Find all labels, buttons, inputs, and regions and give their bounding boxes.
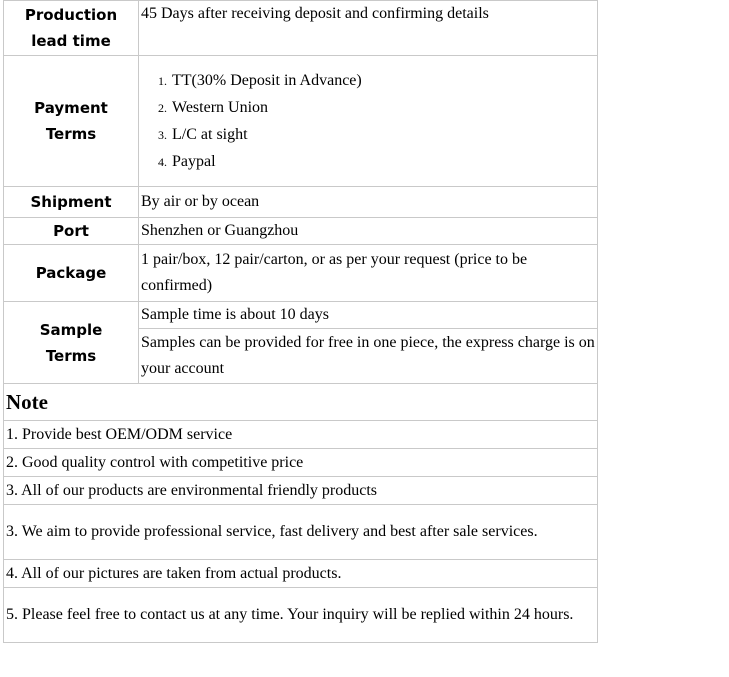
production-label-line-2: lead time — [31, 32, 111, 50]
port-row — [4, 218, 598, 245]
note-heading-row — [4, 384, 598, 421]
payment-method-item: 4. Paypal — [170, 148, 597, 175]
payment-method-item: 1. TT(30% Deposit in Advance) — [170, 67, 597, 94]
product-terms-table — [3, 0, 598, 643]
note-row — [4, 588, 598, 643]
note-row — [4, 477, 598, 505]
payment-label — [4, 56, 139, 187]
package-value: 1 pair/box, 12 pair/carton, or as per your request (price to be confirmed) — [139, 245, 598, 302]
note-heading: Note — [4, 384, 598, 421]
production-label-line-1: Production — [24, 6, 118, 24]
note-item: 2. Good quality control with competitive price — [4, 449, 598, 477]
sample-label — [4, 302, 139, 384]
note-row — [4, 505, 598, 560]
package-row — [4, 245, 598, 302]
note-item: 5. Please feel free to contact us at any time. Your inquiry will be replied within 24 hours. — [4, 588, 598, 643]
payment-method-item: 2. Western Union — [170, 94, 597, 121]
payment-row — [4, 56, 598, 187]
shipment-row — [4, 187, 598, 218]
port-label: Port — [4, 218, 139, 245]
shipment-value: By air or by ocean — [139, 187, 598, 218]
payment-value — [139, 56, 598, 187]
production-value: 45 Days after receiving deposit and confirming details — [139, 1, 598, 56]
payment-method-item: 3. L/C at sight — [170, 121, 597, 148]
port-value: Shenzhen or Guangzhou — [139, 218, 598, 245]
sample-row — [4, 302, 598, 329]
package-label: Package — [4, 245, 139, 302]
payment-label-line-2: Terms — [45, 125, 97, 143]
sample-label-line-1: Sample — [39, 320, 103, 339]
note-item: 1. Provide best OEM/ODM service — [4, 421, 598, 449]
production-row — [4, 1, 598, 56]
shipment-label: Shipment — [4, 187, 139, 218]
payment-label-line-1: Payment — [34, 99, 108, 117]
note-row — [4, 560, 598, 588]
note-item: 3. We aim to provide professional service, fast delivery and best after sale services. — [4, 505, 598, 560]
production-label — [4, 1, 139, 56]
sample-charge-value: Samples can be provided for free in one piece, the express charge is on your account — [139, 329, 598, 384]
note-item: 4. All of our pictures are taken from actual products. — [4, 560, 598, 588]
note-row — [4, 449, 598, 477]
payment-methods-list — [141, 67, 597, 175]
note-item: 3. All of our products are environmental friendly products — [4, 477, 598, 505]
sample-label-line-2: Terms — [45, 346, 97, 365]
sample-time-value: Sample time is about 10 days — [139, 302, 598, 329]
note-row — [4, 421, 598, 449]
